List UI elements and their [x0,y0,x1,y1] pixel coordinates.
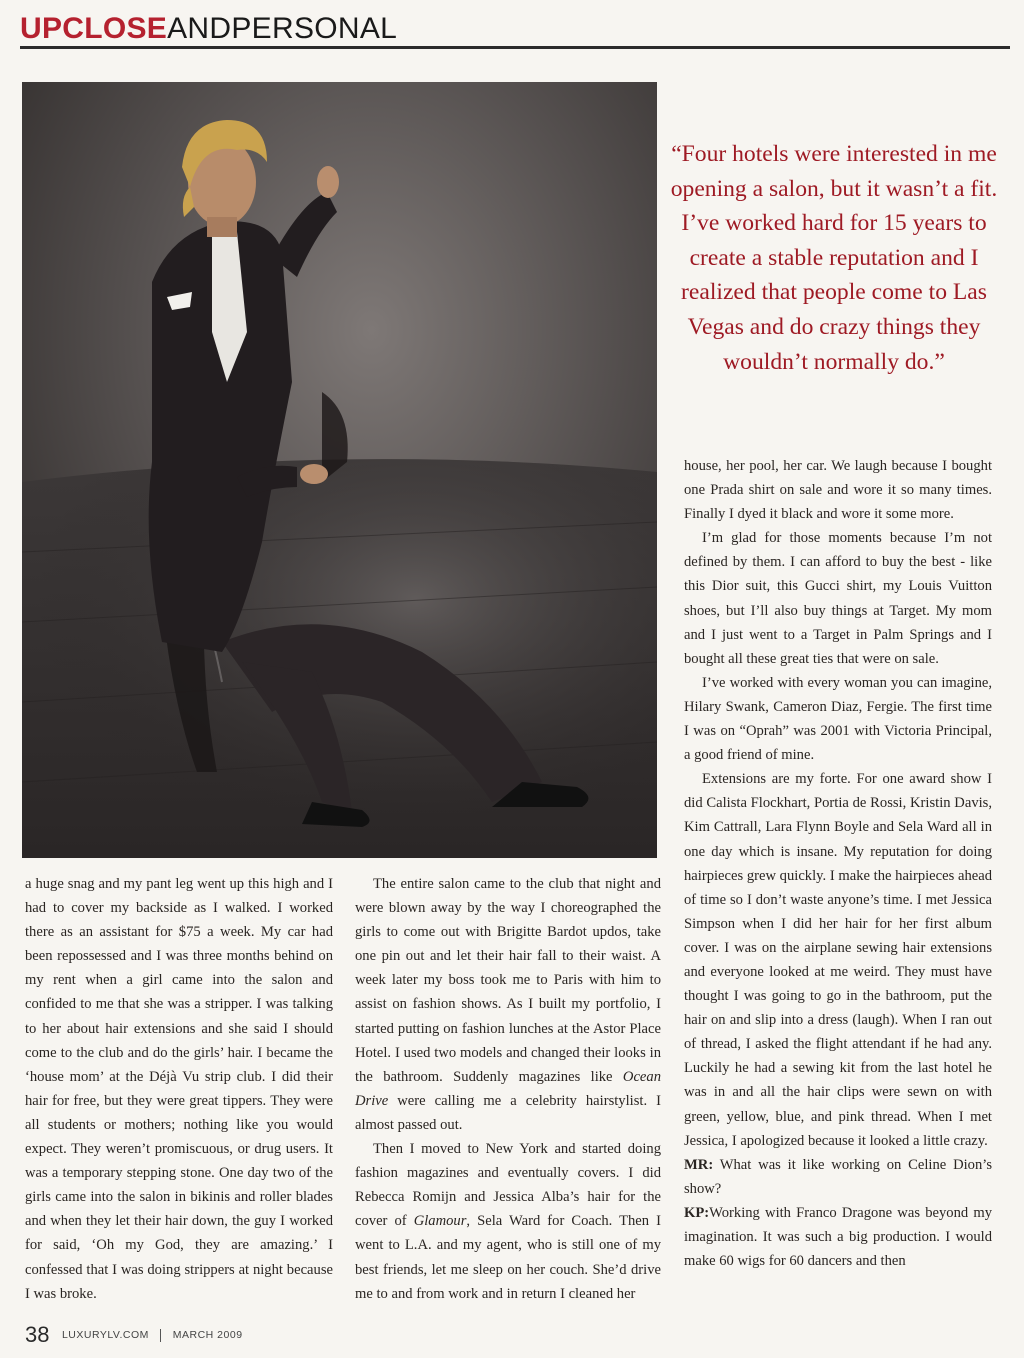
section-title-red: UPCLOSE [20,12,168,45]
interview-answer [684,1201,992,1273]
body-column-3 [684,454,992,1273]
footer-site: LUXURYLV.COM [61,1329,149,1341]
body-paragraph: a huge snag and my pant leg went up this high and I had to cover my backside as I walked. I worked there as an assistant for $75 a week. My car had been repossessed and I was three months behind on my rent when a girl came into the salon and confided to me that she was a stripper. I was talking to her about hair extensions and she said I should come to the club and do the girls’ hair. I became the ‘house mom’ at the Déjà Vu strip club. I did their hair for free, but they were great tippers. They were all students or mothers; nothing like you would expect. They weren’t promiscuous, or drug users. It was a temporary stepping stone. One day two of the girls came into the salon in bikinis and roller blades and when they let their hair down, the guy I worked for said, ‘Oh my God, they are amazing.’ I confessed that I was doing strippers at night because I was broke. [25,876,333,1302]
text-run: , Sela Ward for Coach. Then I went to L.A. and my agent, who is still one of my best friends, let me sleep on her couch. She’d drive me to and from work and in return I cleaned her [355,1213,661,1302]
interview-question [684,1153,992,1201]
portrait-photo [22,82,657,858]
portrait-illustration [22,82,657,858]
footer-issue: MARCH 2009 [172,1329,243,1341]
page-number: 38 [25,1322,50,1347]
body-paragraph: Extensions are my forte. For one award show I did Calista Flockhart, Portia de Rossi, Kristin Davis, Kim Cattrall, Lara Flynn Boyle and Sela Ward all in one day which is insane. My reputation for doing hairpieces grew quickly. I make the hairpieces ahead of time so I don’t waste anyone’s time. I met Jessica Simpson when I did her hair for her first album cover. I was on the airplane sewing hair extensions and everyone looked at me weird. They must have thought I was going to go in the bathroom, put the hair on and slip into a dress (laugh). When I ran out of thread, I asked the flight attendant if he had any. Luckily he had a sewing kit from the last hotel he was in and all the hair clips were sewn on with green, yellow, blue, and pink thread. When I met Jessica, I apologized because it looked a little crazy. [684,771,992,1149]
body-paragraph [355,1137,661,1306]
magazine-title: Ocean Drive [355,1068,661,1109]
body-paragraph: house, her pool, her car. We laugh because I bought one Prada shirt on sale and wore it so many times. Finally I dyed it black and wore it some more. [684,458,992,523]
text-run: were calling me a celebrity hairstylist. I almost passed out. [355,1092,661,1133]
body-column-1 [25,872,333,1306]
answer-text: Working with Franco Dragone was beyond my imagination. It was such a big production. I would make 60 wigs for 60 dancers and then [684,1204,992,1270]
text-run: Then I moved to New York and started doing fashion magazines and eventually covers. I did Rebecca Romijn and Jessica Alba’s hair for the cover of [355,1141,661,1230]
pull-quote-text: “Four hotels were interested in me opening a salon, but it wasn’t a fit. I’ve worked hard for 15 years to create a stable reputation and I realized that people come to Las Vegas and do crazy things they wouldn’t normally do.” [670,141,998,375]
header-rule [20,46,1010,49]
section-header [20,10,1010,46]
magazine-title: Glamour [413,1213,467,1230]
page-footer [25,1322,243,1352]
question-text: What was it like working on Celine Dion’s show? [684,1156,992,1197]
section-title-black: ANDPERSONAL [167,12,398,45]
interviewer-label: MR: [684,1156,714,1173]
pull-quote [664,137,1004,379]
section-title [20,12,397,46]
footer-divider [160,1329,161,1342]
body-paragraph [355,872,661,1137]
interviewee-label: KP: [684,1204,710,1221]
body-paragraph: I’ve worked with every woman you can imagine, Hilary Swank, Cameron Diaz, Fergie. The first time I was on “Oprah” was 2001 with Victoria Principal, a good friend of mine. [684,674,992,764]
body-column-2 [355,872,661,1306]
body-paragraph: I’m glad for those moments because I’m not defined by them. I can afford to buy the best - like this Dior suit, this Gucci shirt, my Louis Vuitton shoes, but I’ll also buy things at Target. My mom and I just went to a Target in Palm Springs and I bought all these great ties that were on sale. [684,530,992,667]
text-run: The entire salon came to the club that night and were blown away by the way I choreographed the girls to come out with Brigitte Bardot updos, take one pin out and let their hair fall to their waist. A week later my boss took me to Paris with him to assist on fashion shows. As I built my portfolio, I started putting on fashion lunches at the Astor Place Hotel. I used two models and changed their looks in the bathroom. Suddenly magazines like [355,876,661,1085]
